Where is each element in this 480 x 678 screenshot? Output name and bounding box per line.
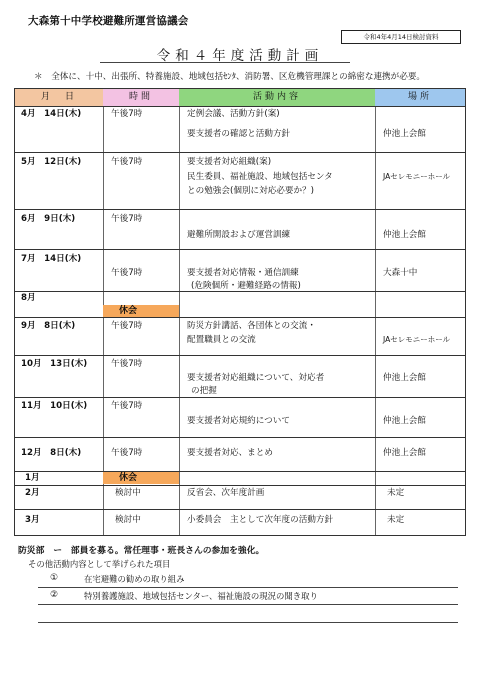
row-date: 8月 bbox=[21, 293, 36, 303]
document-date-stamp: 令和4年4月14日検討資料 bbox=[341, 30, 461, 44]
row-place: 仲池上会館 bbox=[383, 230, 426, 240]
row-time: 午後7時 bbox=[111, 448, 143, 458]
header-time: 時間 bbox=[103, 89, 180, 106]
holiday-highlight bbox=[103, 472, 179, 484]
row-activity: 小委員会 主として次年度の活動方針 bbox=[187, 515, 334, 525]
row-place: 仲池上会館 bbox=[383, 416, 426, 426]
row-activity: 要支援者対応組織(案) bbox=[187, 157, 272, 167]
footer-list-item: 特別養護施設、地域包括センター、福祉施設の現況の聞き取り bbox=[84, 591, 318, 601]
row-date: 5月 12日(木) bbox=[21, 157, 82, 167]
row-activity: の把握 bbox=[191, 386, 217, 396]
row-time: 午後7時 bbox=[111, 401, 143, 411]
row-divider bbox=[15, 209, 465, 210]
row-divider bbox=[15, 152, 465, 153]
row-divider bbox=[15, 397, 465, 398]
row-time: 検討中 bbox=[115, 515, 141, 525]
footer-rule bbox=[38, 622, 458, 623]
row-activity: 要支援者の確認と活動方針 bbox=[187, 129, 291, 139]
row-date: 7月 14日(木) bbox=[21, 254, 82, 264]
row-time: 午後7時 bbox=[111, 214, 143, 224]
row-activity: 要支援者対応組織について、対応者 bbox=[187, 373, 325, 383]
footer-rule bbox=[38, 587, 458, 588]
row-activity: (危険個所・避難経路の情報) bbox=[191, 281, 301, 291]
row-date: 12月 8日(木) bbox=[21, 448, 82, 458]
row-date: 1月 bbox=[25, 473, 40, 483]
row-place: 未定 bbox=[387, 488, 405, 498]
row-activity: 防災方針講話、各団体との交流・ bbox=[187, 321, 316, 331]
disaster-dept-note: 防災部 ー 部員を募る。常任理事・班長さんの参加を強化。 bbox=[18, 546, 265, 556]
row-time: 午後7時 bbox=[111, 109, 143, 119]
row-activity: 要支援者対応規約について bbox=[187, 416, 290, 426]
row-time: 午後7時 bbox=[111, 268, 143, 278]
row-place: 大森十中 bbox=[383, 268, 418, 278]
row-divider bbox=[15, 249, 465, 250]
header-place: 場所 bbox=[375, 89, 465, 106]
row-activity: 要支援者対応情報・通信訓練 bbox=[187, 268, 299, 278]
row-time: 午後7時 bbox=[111, 359, 143, 369]
row-activity: 避難所開設および運営訓練 bbox=[187, 230, 291, 240]
row-divider bbox=[15, 509, 465, 510]
row-date: 10月 13日(木) bbox=[21, 359, 88, 369]
row-divider bbox=[15, 485, 465, 486]
row-divider bbox=[15, 106, 465, 107]
cooperation-note: ＊ 全体に、十中、出張所、特養施設、地域包括ｾﾝﾀ、消防署、区危機管理課との綿密な連携が必要。 bbox=[34, 72, 426, 82]
holiday-highlight bbox=[103, 305, 179, 317]
row-time: 午後7時 bbox=[111, 321, 143, 331]
holiday-label: 休会 bbox=[119, 306, 138, 316]
row-divider bbox=[15, 355, 465, 356]
schedule-table bbox=[14, 88, 466, 536]
row-place: JAセレモニーホール bbox=[383, 335, 451, 344]
row-activity: 配置職員との交流 bbox=[187, 335, 256, 345]
item-number: ② bbox=[50, 590, 59, 600]
row-activity: 要支援者対応、まとめ bbox=[187, 448, 273, 458]
row-date: 2月 bbox=[25, 488, 40, 498]
row-date: 11月 10日(木) bbox=[21, 401, 88, 411]
page-title: 令和４年度活動計画 bbox=[156, 48, 324, 64]
row-place: 仲池上会館 bbox=[383, 129, 426, 139]
other-items-heading: その他活動内容として挙げられた項目 bbox=[28, 559, 171, 569]
row-time: 検討中 bbox=[115, 488, 141, 498]
row-date: 9月 8日(木) bbox=[21, 321, 76, 331]
item-number: ① bbox=[50, 573, 59, 583]
row-place: 未定 bbox=[387, 515, 405, 525]
row-activity: 反省会、次年度計画 bbox=[187, 488, 265, 498]
header-activity: 活動内容 bbox=[179, 89, 376, 106]
row-activity: との勉強会(個別に対応必要か？) bbox=[187, 186, 315, 196]
row-divider bbox=[15, 317, 465, 318]
row-activity: 民生委員、福祉施設、地域包括センタ bbox=[187, 172, 333, 182]
footer-list-item: 在宅避難の勧めの取り組み bbox=[84, 574, 185, 584]
row-place: 仲池上会館 bbox=[383, 373, 426, 383]
footer-rule bbox=[38, 604, 458, 605]
header-date: 月 日 bbox=[15, 89, 104, 106]
row-divider bbox=[15, 437, 465, 438]
row-time: 午後7時 bbox=[111, 157, 143, 167]
row-place: JAセレモニーホール bbox=[383, 172, 451, 181]
row-place: 仲池上会館 bbox=[383, 448, 426, 458]
row-divider bbox=[15, 471, 465, 472]
organization-name: 大森第十中学校避難所運営協議会 bbox=[28, 15, 189, 27]
title-underline bbox=[100, 62, 350, 63]
row-date: 6月 9日(木) bbox=[21, 214, 76, 224]
row-date: 3月 bbox=[25, 515, 40, 525]
holiday-label: 休会 bbox=[119, 473, 138, 483]
row-date: 4月 14日(木) bbox=[21, 109, 82, 119]
row-activity: 定例会議、活動方針(案) bbox=[187, 109, 280, 119]
